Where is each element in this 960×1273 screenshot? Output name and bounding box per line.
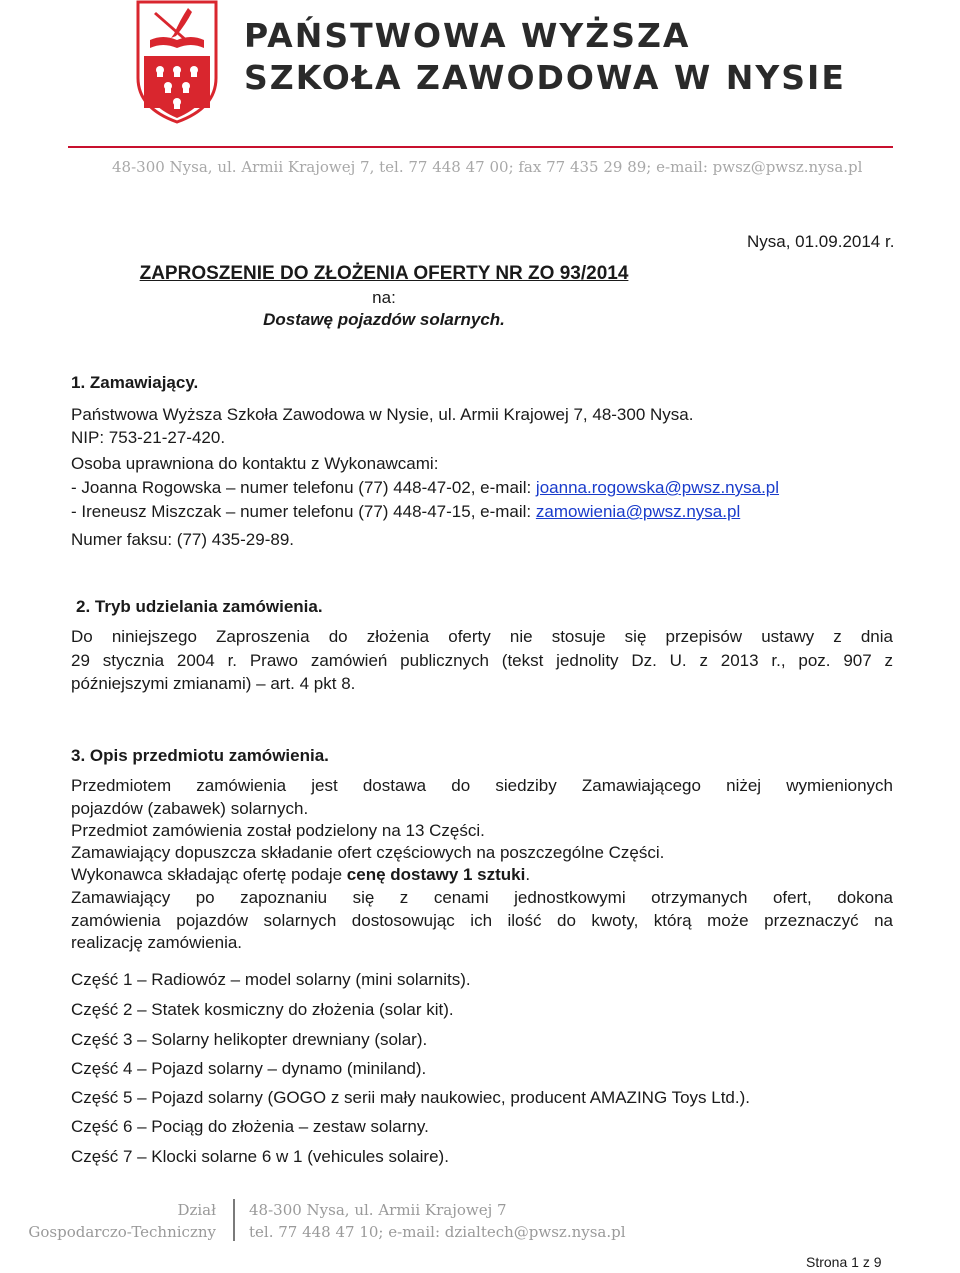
place-and-date: Nysa, 01.09.2014 r. — [747, 232, 895, 251]
section1-contact-intro: Osoba uprawniona do kontaktu z Wykonawcami: — [71, 454, 439, 473]
contact1-email-link[interactable]: joanna.rogowska@pwsz.nysa.pl — [535, 478, 780, 497]
section1-nip: NIP: 753-21-27-420. — [71, 428, 226, 447]
footer-address: 48-300 Nysa, ul. Armii Krajowej 7 — [249, 1201, 507, 1219]
footer-dept-line1: Dział — [177, 1201, 216, 1219]
header-divider — [68, 146, 893, 148]
subtitle-na: na: — [372, 288, 396, 307]
section3-p1-line1: Przedmiotem zamówienia jest dostawa do siedziby Zamawiającego niżej wymienionych — [71, 776, 893, 795]
section1-fax: Numer faksu: (77) 435-29-89. — [71, 530, 294, 549]
section1-heading: 1. Zamawiający. — [71, 373, 199, 392]
contact1-text: - Joanna Rogowska – numer telefonu (77) 448-47-02, e-mail: — [71, 478, 536, 497]
university-name-line1: PAŃSTWOWA WYŻSZA — [244, 16, 691, 55]
section3-p5-line1: Zamawiający po zapoznaniu się z cenami jednostkowymi otrzymanych ofert, dokona — [71, 888, 893, 907]
document-title: ZAPROSZENIE DO ZŁOŻENIA OFERTY NR ZO 93/2014 — [139, 263, 629, 284]
section2-line1: Do niniejszego Zaproszenia do złożenia oferty nie stosuje się przepisów ustawy z dnia — [71, 627, 893, 646]
part-item: Część 3 – Solarny helikopter drewniany (solar). — [71, 1030, 428, 1049]
p4-end: . — [525, 865, 531, 884]
part-item: Część 5 – Pojazd solarny (GOGO z serii mały naukowiec, producent AMAZING Toys Ltd.). — [71, 1088, 750, 1107]
contact2-text: - Ireneusz Miszczak – numer telefonu (77) 448-47-15, e-mail: — [71, 502, 536, 521]
section3-p2: Przedmiot zamówienia został podzielony na 13 Części. — [71, 821, 485, 840]
university-crest-logo — [136, 0, 218, 124]
section2-heading: 2. Tryb udzielania zamówienia. — [76, 597, 323, 616]
university-name-line2: SZKOŁA ZAWODOWA W NYSIE — [244, 58, 846, 97]
p4-bold: cenę dostawy 1 sztuki — [346, 865, 526, 884]
part-item: Część 7 – Klocki solarne 6 w 1 (vehicules solaire). — [71, 1147, 449, 1166]
section1-contact1 — [71, 477, 779, 498]
section2-line2: 29 stycznia 2004 r. Prawo zamówień publicznych (tekst jednolity Dz. U. z 2013 r., poz. 907 z — [71, 651, 893, 670]
footer-dept-line2: Gospodarczo-Techniczny — [28, 1223, 216, 1241]
footer-divider — [233, 1199, 235, 1241]
section3-p3: Zamawiający dopuszcza składanie ofert częściowych na poszczególne Części. — [71, 843, 665, 862]
section3-heading: 3. Opis przedmiotu zamówienia. — [71, 746, 329, 765]
contact2-email-link[interactable]: zamowienia@pwsz.nysa.pl — [535, 502, 741, 521]
part-item: Część 2 – Statek kosmiczny do złożenia (solar kit). — [71, 1000, 454, 1019]
part-item: Część 1 – Radiowóz – model solarny (mini solarnits). — [71, 970, 471, 989]
header-contact-info: 48-300 Nysa, ul. Armii Krajowej 7, tel. 77 448 47 00; fax 77 435 29 89; e-mail: pwsz@pwsz.nysa.pl — [112, 158, 863, 176]
section3-p4 — [71, 864, 530, 885]
section2-line3: późniejszymi zmianami) – art. 4 pkt 8. — [71, 674, 356, 693]
footer-contact: tel. 77 448 47 10; e-mail: dzialtech@pwsz.nysa.pl — [249, 1223, 626, 1241]
section3-p1-line2: pojazdów (zabawek) solarnych. — [71, 799, 309, 818]
subtitle-subject: Dostawę pojazdów solarnych. — [263, 310, 505, 329]
part-item: Część 4 – Pojazd solarny – dynamo (miniland). — [71, 1059, 427, 1078]
section1-contact2 — [71, 501, 740, 522]
section3-p5-line2: zamówienia pojazdów solarnych dostosowując ich ilość do kwoty, którą może przeznaczyć na — [71, 911, 893, 930]
part-item: Część 6 – Pociąg do złożenia – zestaw solarny. — [71, 1117, 429, 1136]
section3-p5-line3: realizację zamówienia. — [71, 933, 243, 952]
p4-text: Wykonawca składając ofertę podaje — [71, 865, 347, 884]
page-number: Strona 1 z 9 — [806, 1254, 882, 1270]
section1-address: Państwowa Wyższa Szkoła Zawodowa w Nysie, ul. Armii Krajowej 7, 48-300 Nysa. — [71, 405, 694, 424]
